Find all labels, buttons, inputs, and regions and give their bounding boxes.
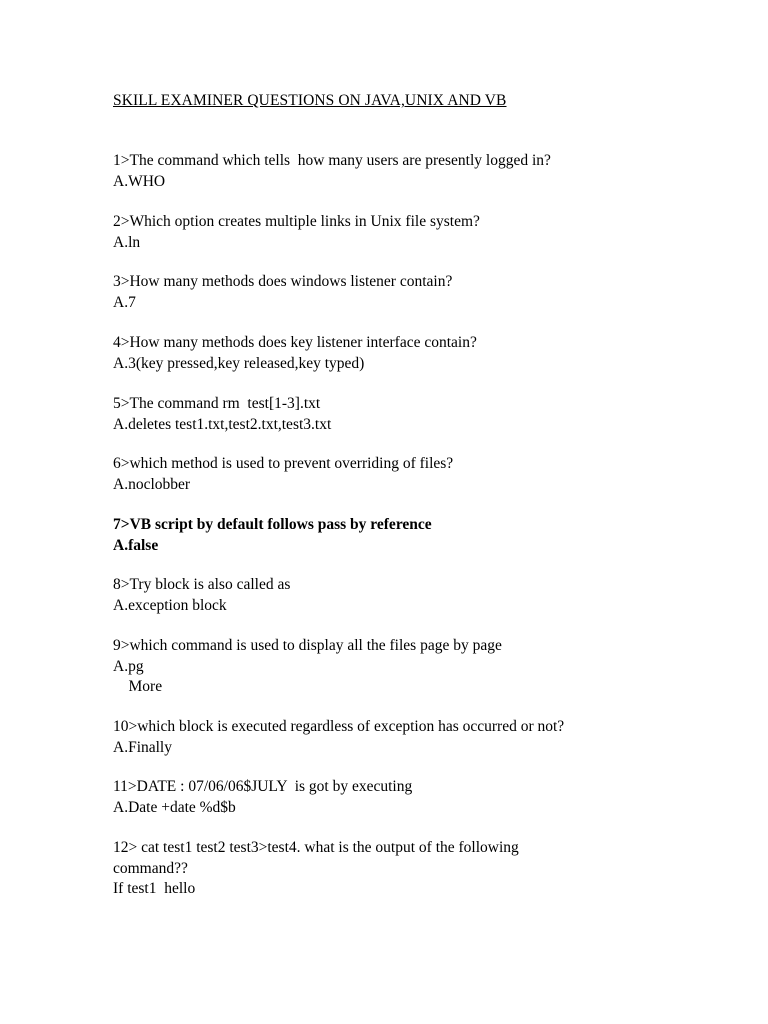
question-text: 12> cat test1 test2 test3>test4. what is the output of the following (113, 839, 519, 856)
question-text: 3>How many methods does windows listener contain? (113, 273, 453, 290)
answer-text: A.exception block (113, 596, 227, 614)
question-block-11 (113, 777, 673, 818)
answer-text: A.7 (113, 293, 136, 311)
question-text-continued: command?? (113, 859, 188, 877)
question-text: 10>which block is executed regardless of exception has occurred or not? (113, 718, 565, 735)
answer-text: A.pg (113, 657, 144, 675)
question-block-5 (113, 394, 673, 435)
answer-text: A.false (113, 536, 159, 554)
question-block-7 (113, 515, 673, 556)
question-block-8 (113, 575, 673, 616)
question-text: 6>which method is used to prevent overriding of files? (113, 455, 454, 472)
question-text: 11>DATE : 07/06/06$JULY is got by executing (113, 778, 413, 795)
question-text: 4>How many methods does key listener interface contain? (113, 334, 477, 351)
question-block-12 (113, 838, 673, 900)
question-block-4 (113, 333, 673, 374)
question-block-3 (113, 272, 673, 313)
question-text: 5>The command rm test[1-3].txt (113, 395, 321, 412)
answer-text: A.noclobber (113, 475, 191, 493)
question-block-2 (113, 212, 673, 253)
answer-text: If test1 hello (113, 880, 196, 897)
document-title: SKILL EXAMINER QUESTIONS ON JAVA,UNIX AND VB (113, 92, 507, 109)
answer-text: A.3(key pressed,key released,key typed) (113, 354, 365, 372)
question-block-10 (113, 717, 673, 758)
question-text: 7>VB script by default follows pass by reference (113, 516, 432, 533)
question-text: 2>Which option creates multiple links in Unix file system? (113, 213, 480, 230)
answer-text: A.ln (113, 233, 141, 251)
answer-text: A.deletes test1.txt,test2.txt,test3.txt (113, 415, 332, 433)
question-block-6 (113, 454, 673, 495)
answer-text-continued: More (113, 678, 163, 695)
question-text: 8>Try block is also called as (113, 576, 291, 593)
question-text: 9>which command is used to display all the files page by page (113, 637, 502, 654)
question-block-9 (113, 636, 673, 698)
question-block-1 (113, 151, 673, 192)
question-text: 1>The command which tells how many users are presently logged in? (113, 152, 551, 169)
answer-text: A.WHO (113, 172, 166, 190)
answer-text: A.Finally (113, 738, 172, 756)
answer-text: A.Date +date %d$b (113, 798, 236, 816)
